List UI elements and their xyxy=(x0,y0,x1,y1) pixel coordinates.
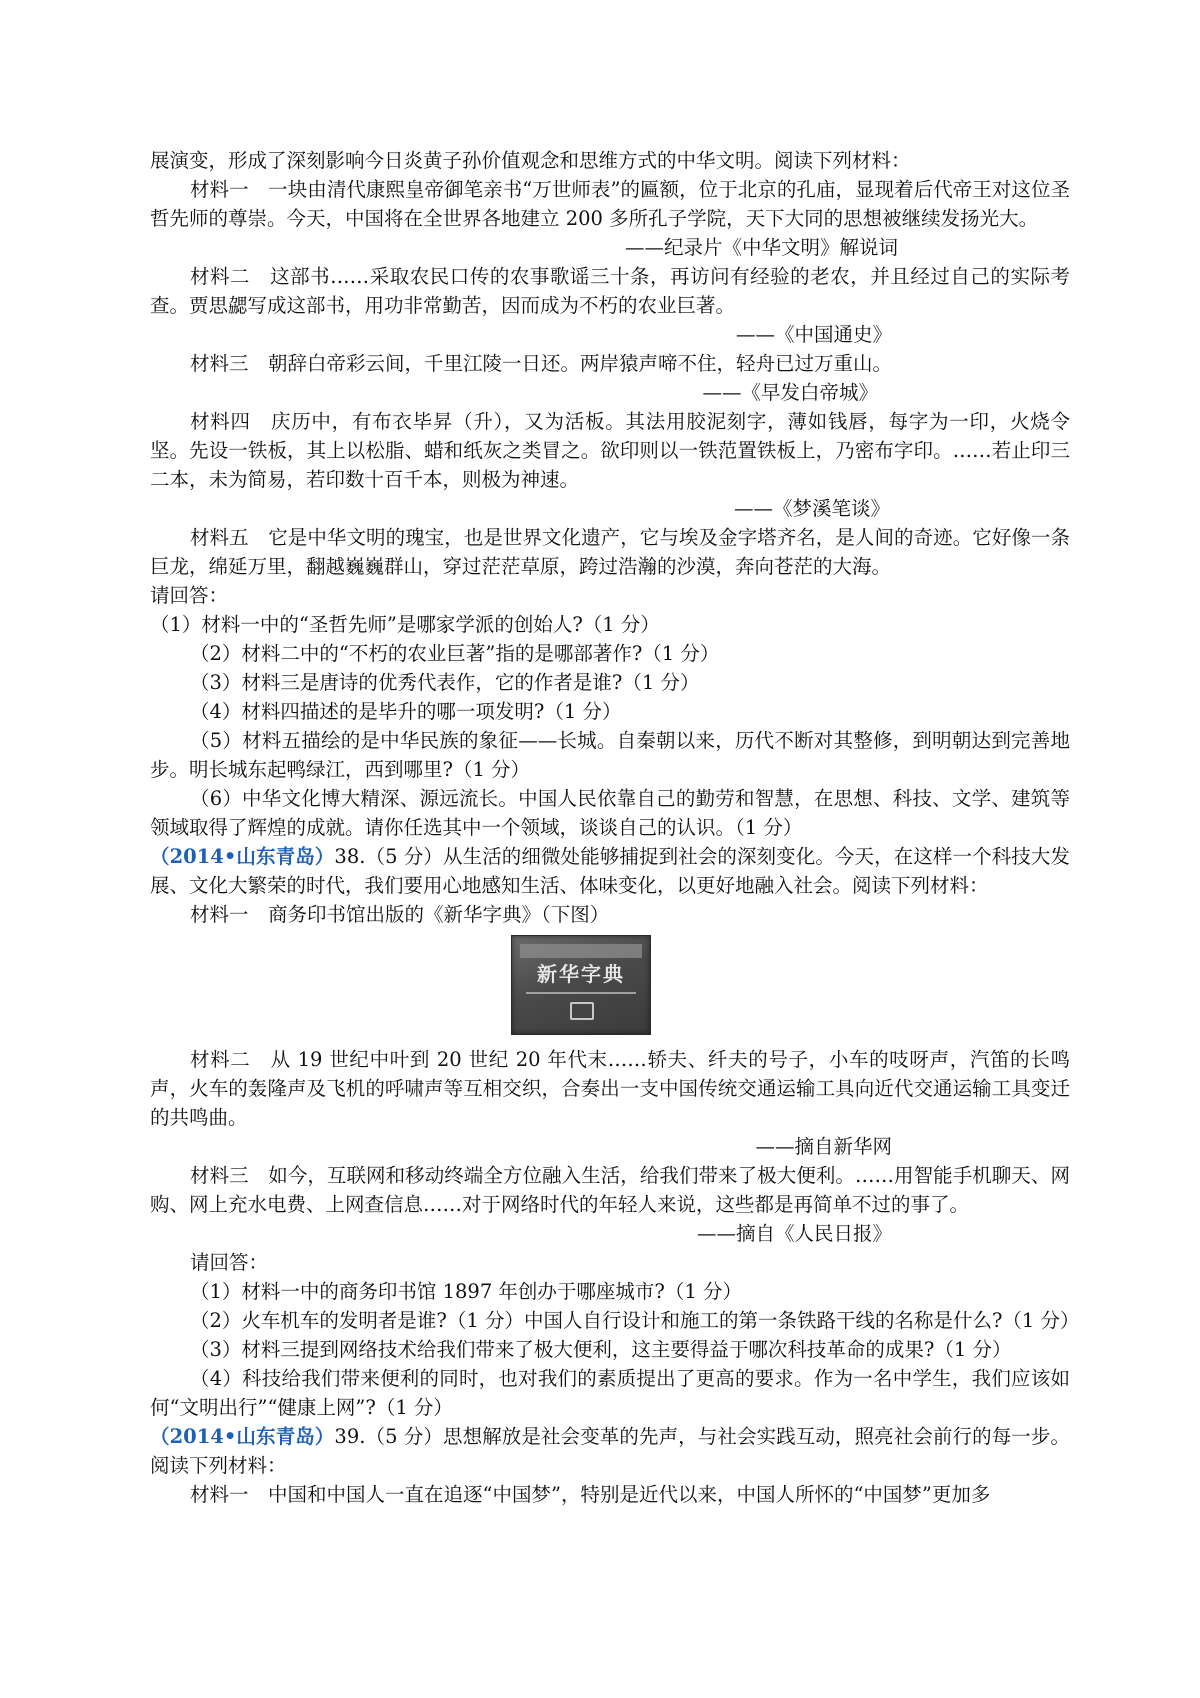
p38-question-4: （4）科技给我们带来便利的同时，也对我们的素质提出了更高的要求。作为一名中学生，我们应该如何“文明出行”“健康上网”?（1 分） xyxy=(150,1367,1070,1419)
p38-material-3: 材料三 如今，互联网和移动终端全方位融入生活，给我们带来了极大便利。……用智能手机聊天、网购、网上充水电费、上网查信息……对于网络时代的年轻人来说，这些都是再简单不过的事了。 xyxy=(150,1164,1070,1216)
problem-38 xyxy=(150,842,1070,900)
dictionary-cover-image xyxy=(511,935,651,1035)
problem-38-tag: （2014•山东青岛） xyxy=(150,845,335,868)
please-answer-2: 请回答： xyxy=(190,1251,269,1274)
material-1-source: ——纪录片《中华文明》解说词 xyxy=(624,236,898,259)
problem-39-tag: （2014•山东青岛） xyxy=(150,1425,335,1448)
please-answer-1: 请回答： xyxy=(150,584,229,607)
intro-text: 展演变，形成了深刻影响今日炎黄子孙价值观念和思维方式的中华文明。阅读下列材料： xyxy=(150,149,911,172)
material-2: 材料二 这部书……采取农民口传的农事歌谣三十条，再访问有经验的老农，并且经过自己的实际考查。贾思勰写成这部书，用功非常勤苦，因而成为不朽的农业巨著。 xyxy=(150,265,1070,317)
document-page xyxy=(150,146,1080,1509)
p38-question-1: （1）材料一中的商务印书馆 1897 年创办于哪座城市?（1 分） xyxy=(190,1280,742,1303)
p38-material-3-source: ——摘自《人民日报》 xyxy=(696,1222,892,1245)
question-4: （4）材料四描述的是毕升的哪一项发明?（1 分） xyxy=(190,700,622,723)
p38-material-2: 材料二 从 19 世纪中叶到 20 世纪 20 年代末……轿夫、纤夫的号子，小车的吱呀声，汽笛的长鸣声，火车的轰隆声及飞机的呼啸声等互相交织，合奏出一支中国传统交通运输工具向近代交通运输工具变迁的共鸣曲。 xyxy=(150,1048,1070,1129)
material-4: 材料四 庆历中，有布衣毕昇（升），又为活板。其法用胶泥刻字，薄如钱唇，每字为一印，火烧令坚。先设一铁板，其上以松脂、蜡和纸灰之类冒之。欲印则以一铁范置铁板上，乃密布字印。……若止印三二本，未为简易，若印数十百千本，则极为神速。 xyxy=(150,410,1070,491)
question-1: （1）材料一中的“圣哲先师”是哪家学派的创始人?（1 分） xyxy=(150,613,660,636)
p38-material-2-source: ——摘自新华网 xyxy=(755,1135,892,1158)
problem-38-text: 38.（5 分）从生活的细微处能够捕捉到社会的深刻变化。今天，在这样一个科技大发展、文化大繁荣的时代，我们要用心地感知生活、体味变化，以更好地融入社会。阅读下列材料： xyxy=(150,845,1070,897)
publisher-mark-icon xyxy=(570,1002,594,1020)
material-2-source: ——《中国通史》 xyxy=(735,323,892,346)
material-4-source: ——《梦溪笔谈》 xyxy=(733,497,890,520)
material-1: 材料一 一块由清代康熙皇帝御笔亲书“万世师表”的匾额，位于北京的孔庙，显现着后代帝王对这位圣哲先师的尊崇。今天，中国将在全世界各地建立 200 多所孔子学院，天下大同的思想被继续发扬光大。 xyxy=(150,178,1070,230)
dictionary-figure xyxy=(150,935,1070,1039)
question-6: （6）中华文化博大精深、源远流长。中国人民依靠自己的勤劳和智慧，在思想、科技、文学、建筑等领域取得了辉煌的成就。请你任选其中一个领域，谈谈自己的认识。（1 分） xyxy=(150,787,1070,839)
material-3: 材料三 朝辞白帝彩云间，千里江陵一日还。两岸猿声啼不住，轻舟已过万重山。 xyxy=(190,352,893,375)
problem-39-text: 39.（5 分）思想解放是社会变革的先声，与社会实践互动，照亮社会前行的每一步。阅读下列材料： xyxy=(150,1425,1070,1477)
material-5: 材料五 它是中华文明的瑰宝，也是世界文化遗产，它与埃及金字塔齐名，是人间的奇迹。它好像一条巨龙，绵延万里，翻越巍巍群山，穿过茫茫草原，跨过浩瀚的沙漠，奔向苍茫的大海。 xyxy=(150,526,1070,578)
p38-question-3: （3）材料三提到网络技术给我们带来了极大便利，这主要得益于哪次科技革命的成果?（1 分） xyxy=(190,1338,1012,1361)
question-3: （3）材料三是唐诗的优秀代表作，它的作者是谁?（1 分） xyxy=(190,671,700,694)
problem-39 xyxy=(150,1422,1070,1480)
question-2: （2）材料二中的“不朽的农业巨著”指的是哪部著作?（1 分） xyxy=(190,642,720,665)
dictionary-cover-title: 新华字典 xyxy=(537,962,625,986)
material-3-source: ——《早发白帝城》 xyxy=(702,381,878,404)
p38-question-2: （2）火车机车的发明者是谁?（1 分）中国人自行设计和施工的第一条铁路干线的名称是什么?（1 分） xyxy=(190,1309,1080,1332)
question-5: （5）材料五描绘的是中华民族的象征——长城。自秦朝以来，历代不断对其整修，到明朝达到完善地步。明长城东起鸭绿江，西到哪里?（1 分） xyxy=(150,729,1070,781)
p39-material-1: 材料一 中国和中国人一直在追逐“中国梦”，特别是近代以来，中国人所怀的“中国梦”更加多 xyxy=(190,1483,991,1506)
p38-material-1: 材料一 商务印书馆出版的《新华字典》（下图） xyxy=(190,903,610,926)
